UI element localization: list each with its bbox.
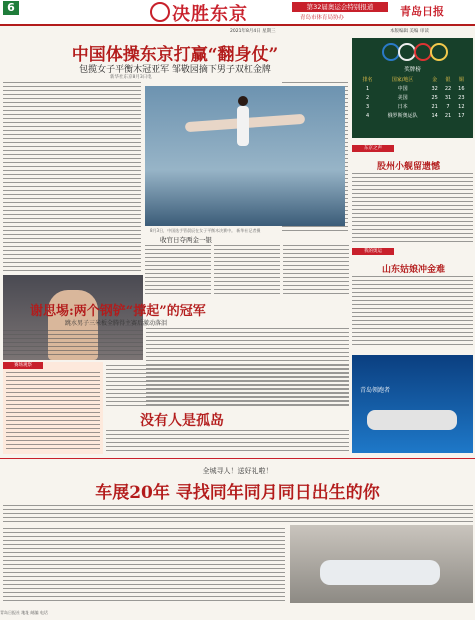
date: 2021年8月4日 星期三 [230, 29, 276, 34]
gymnast-body [237, 106, 249, 146]
medal-table-title: 奖牌榜 [404, 67, 421, 73]
car-advertisement [352, 355, 473, 453]
column-tag: 赛场观察 [3, 362, 43, 369]
main-headline: 中国体操东京打赢“翻身仗” [71, 45, 279, 65]
co-organizer: 青岛市体育局协办 [300, 15, 345, 21]
page-header [0, 0, 475, 26]
car-image [320, 560, 440, 585]
bottom-lead-text [3, 505, 473, 523]
table-cell: 日本 [397, 104, 408, 110]
table-cell: 俄罗斯奥运队 [387, 113, 418, 119]
table-cell: 16 [458, 85, 465, 92]
third-story-text-bottom [106, 430, 349, 454]
third-headline: 没有人是孤岛 [140, 413, 224, 429]
table-row [358, 93, 468, 102]
column-text [6, 372, 100, 450]
section-divider [0, 458, 475, 459]
gymnast-head [238, 96, 248, 106]
third-story-text-top [106, 365, 349, 407]
main-story-text-column-2 [145, 245, 211, 295]
page-footer: 青岛日报社 地址 邮编 电话 [0, 610, 48, 615]
second-headline: 谢思埸:两个钢铲“撑起”的冠军 [30, 304, 206, 319]
medal-table-box [352, 38, 473, 138]
sidebar-headline-1: 股州小舰留遗憾 [377, 162, 441, 172]
bottom-pretitle: 全城寻人！送好礼啦！ [202, 467, 273, 475]
medal-header-gold: 金 [432, 77, 438, 83]
subhead: 收官日夺两金一银 [160, 236, 212, 244]
table-cell: 2 [365, 94, 370, 101]
editor-credits: 本版编辑 美编 审读 [390, 29, 429, 34]
olympic-logo-icon [150, 2, 170, 22]
dateline [0, 28, 475, 36]
byline: 新华社东京8月3日电 [110, 75, 152, 80]
newspaper-brand: 青岛日报 [400, 5, 444, 18]
second-story-text-left [3, 330, 143, 358]
table-cell: 美国 [397, 95, 408, 101]
special-report-banner: 第32届奥运会特别报道 [292, 2, 388, 12]
table-cell: 32 [431, 85, 438, 92]
column-box [3, 362, 103, 454]
main-subheadline: 包揽女子平衡木冠亚军 邹敬园摘下男子双杠金牌 [79, 65, 271, 75]
section-tag: 东京之声 [352, 145, 394, 152]
table-row [358, 102, 468, 111]
table-cell: 17 [458, 112, 465, 119]
table-cell: 23 [458, 94, 465, 101]
section-tag: 我的奥运 [352, 248, 394, 255]
medal-table [358, 75, 468, 120]
table-cell: 21 [431, 103, 438, 110]
table-cell: 14 [431, 112, 438, 119]
table-cell: 4 [365, 112, 370, 119]
sidebar-text-2 [352, 276, 473, 348]
table-cell: 21 [444, 112, 452, 119]
main-story-text-column-4 [283, 245, 349, 295]
bottom-body-text [3, 528, 285, 604]
main-story-text-column-3 [214, 245, 280, 295]
gymnastics-photo [145, 86, 345, 226]
table-row [358, 84, 468, 93]
olympic-ring-icon [430, 43, 448, 61]
sidebar-headline-2: 山东姑娘冲金难 [382, 265, 446, 275]
table-cell: 7 [446, 103, 450, 110]
table-row [358, 111, 468, 120]
photo-caption: 8月3日，中国选手管晨辰在女子平衡木决赛中。 新华社记者摄 [150, 228, 261, 233]
table-cell: 25 [431, 94, 438, 101]
section-title: 决胜东京 [172, 4, 248, 25]
medal-header-bronze: 铜 [458, 77, 464, 83]
bottom-headline: 车展20年 寻找同年同月同日出生的你 [95, 483, 380, 503]
medal-header-silver: 银 [445, 77, 451, 83]
sidebar-text-1 [352, 173, 473, 243]
main-story-text-column-1 [3, 82, 141, 272]
table-cell: 3 [365, 103, 370, 110]
table-cell: 22 [444, 85, 452, 92]
table-cell: 31 [444, 94, 452, 101]
medal-header-rank: 排名 [362, 77, 373, 83]
table-cell: 12 [458, 103, 465, 110]
auto-show-photo [290, 525, 473, 603]
medal-header-country: 国家/地区 [391, 77, 414, 83]
second-subheadline: 跳水男子三米板全腾得主赛后激动落泪 [65, 320, 168, 327]
table-cell: 1 [365, 85, 370, 92]
car-image [367, 410, 457, 430]
ad-text: 青岛领跑者 [360, 387, 391, 394]
table-cell: 中国 [397, 86, 408, 92]
page-number: 6 [3, 1, 19, 15]
